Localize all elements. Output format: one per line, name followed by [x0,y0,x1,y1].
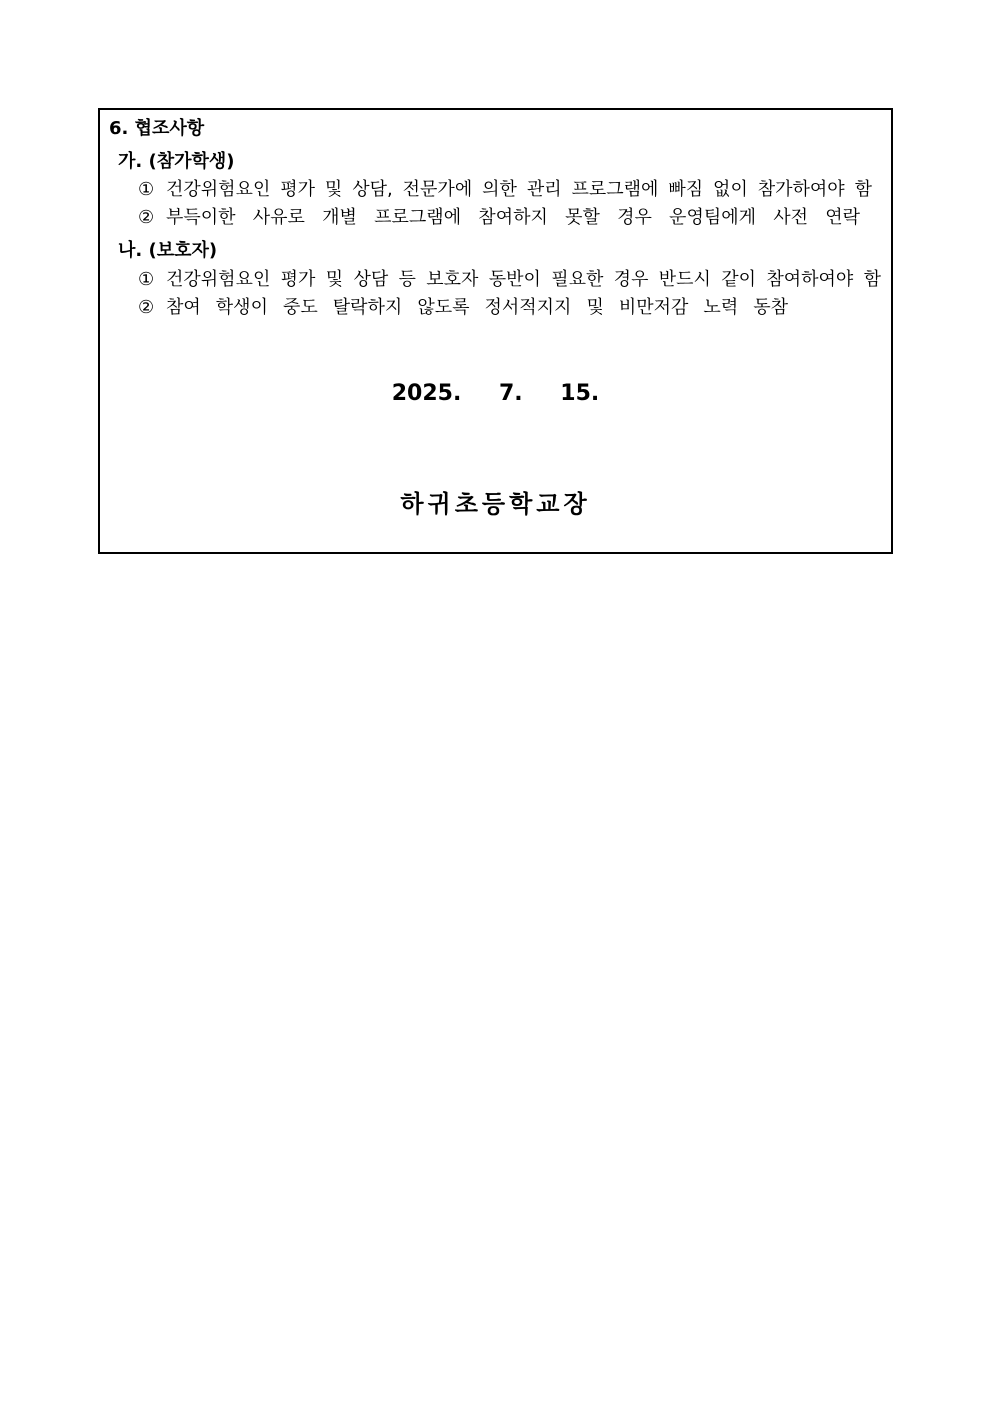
item-text: 부득이한 사유로 개별 프로그램에 참여하지 못할 경우 운영팀에게 사전 연락 [166,207,860,228]
section-title: 6. 협조사항 [109,118,205,139]
item-number: ① [138,269,155,290]
subsection-heading-guardians: 나. (보호자) [118,240,218,261]
item-text: 건강위험요인 평가 및 상담, 전문가에 의한 관리 프로그램에 빠짐 없이 참가하여야 함 [166,179,872,200]
item-number: ② [138,207,155,228]
document-date: 2025. 7. 15. [391,381,600,406]
signer-title: 하귀초등학교장 [400,490,591,518]
item-text: 건강위험요인 평가 및 상담 등 보호자 동반이 필요한 경우 반드시 같이 참여하여야 함 [166,269,881,290]
item-text: 참여 학생이 중도 탈락하지 않도록 정서적지지 및 비만저감 노력 동참 [166,297,788,318]
list-item [138,299,788,317]
list-item [138,181,872,199]
item-number: ① [138,179,155,200]
list-item [138,271,881,289]
subsection-heading-students: 가. (참가학생) [118,151,235,172]
notice-box [98,108,893,554]
list-item [138,209,860,227]
item-number: ② [138,297,155,318]
